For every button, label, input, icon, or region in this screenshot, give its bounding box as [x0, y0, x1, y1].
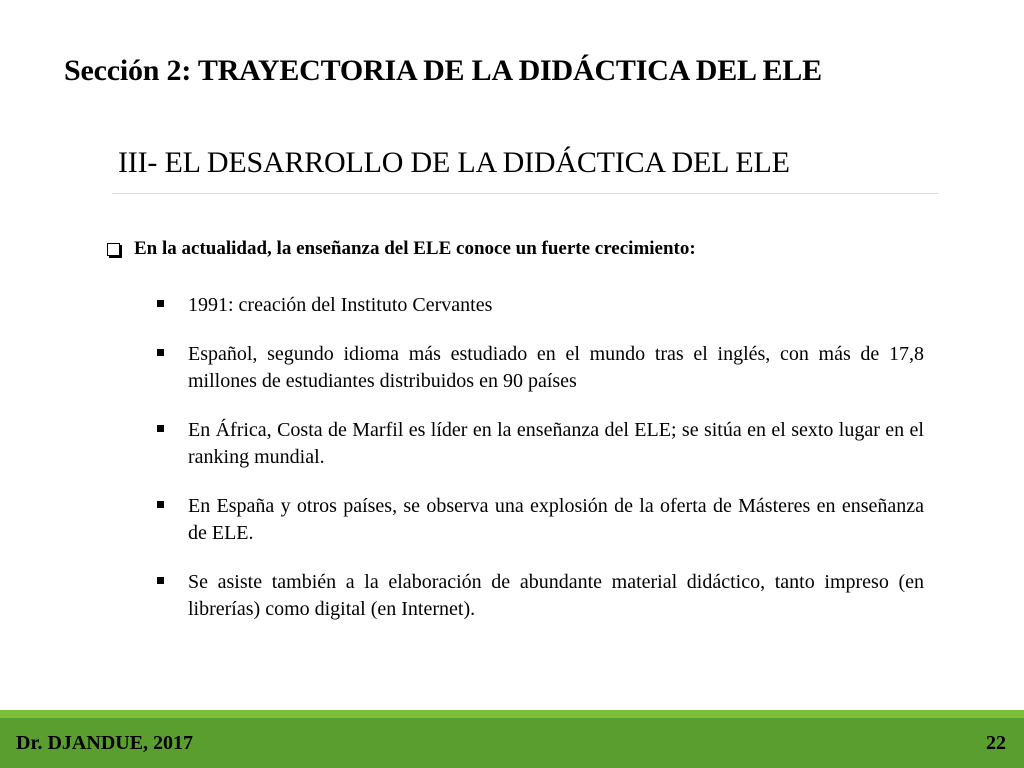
slide-subtitle: III- EL DESARROLLO DE LA DIDÁCTICA DEL ELE — [118, 146, 790, 179]
list-item — [157, 341, 924, 395]
bullet-text: Se asiste también a la elaboración de abundante material didáctico, tanto impreso (en librerías) como digital (en Internet). — [188, 571, 924, 620]
footer-bar — [0, 718, 1024, 768]
square-bullet-icon — [157, 577, 164, 584]
title-divider — [112, 193, 938, 194]
footer-stripe — [0, 710, 1024, 718]
list-item — [157, 417, 924, 471]
intro-heading-text: En la actualidad, la enseñanza del ELE conoce un fuerte crecimiento: — [134, 238, 696, 259]
section-title: Sección 2: TRAYECTORIA DE LA DIDÁCTICA DEL ELE — [64, 54, 822, 87]
page-number: 22 — [986, 732, 1006, 754]
bullet-text: En España y otros países, se observa una explosión de la oferta de Másteres en enseñanza de ELE. — [188, 495, 924, 544]
square-bullet-icon — [157, 425, 164, 432]
checkbox-icon — [107, 243, 120, 256]
square-bullet-icon — [157, 349, 164, 356]
footer-author: Dr. DJANDUE, 2017 — [16, 732, 194, 754]
list-item — [157, 292, 924, 319]
bullet-text: En África, Costa de Marfil es líder en la enseñanza del ELE; se sitúa en el sexto lugar en el ranking mundial. — [188, 419, 924, 468]
bullet-list — [157, 292, 924, 645]
square-bullet-icon — [157, 501, 164, 508]
intro-heading — [107, 238, 696, 260]
bullet-text: 1991: creación del Instituto Cervantes — [188, 294, 493, 316]
list-item — [157, 493, 924, 547]
bullet-text: Español, segundo idioma más estudiado en el mundo tras el inglés, con más de 17,8 millones de estudiantes distribuidos en 90 países — [188, 343, 924, 392]
list-item — [157, 569, 924, 623]
square-bullet-icon — [157, 300, 164, 307]
